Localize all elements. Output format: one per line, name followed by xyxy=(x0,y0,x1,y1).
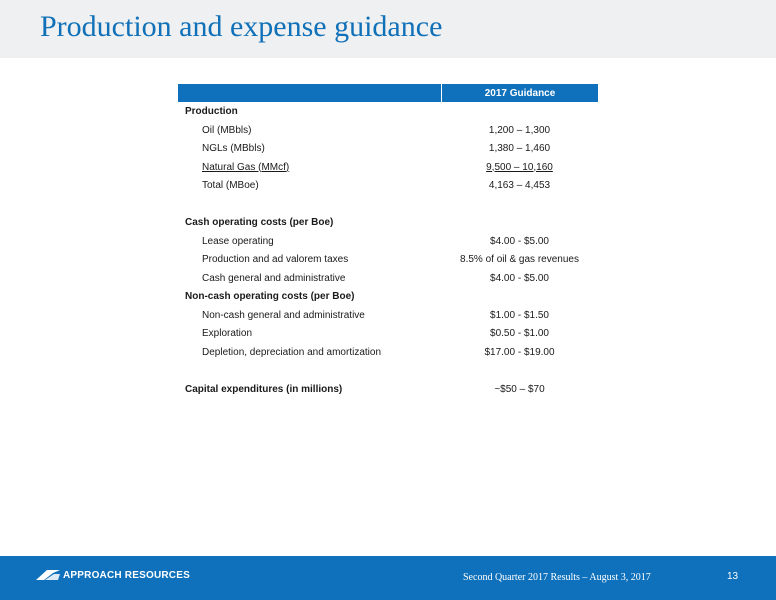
row-value: $4.00 - $5.00 xyxy=(490,235,549,247)
footer-bar xyxy=(0,556,776,600)
table-row xyxy=(178,232,598,251)
row-label: Non-cash general and administrative xyxy=(202,309,365,321)
row-label: Lease operating xyxy=(202,235,274,247)
table-row xyxy=(178,139,598,158)
row-label: Oil (MBbls) xyxy=(202,124,252,136)
table-row xyxy=(178,176,598,195)
approach-logo-icon xyxy=(36,569,60,581)
row-value: $1.00 - $1.50 xyxy=(490,309,549,321)
table-row xyxy=(178,250,598,269)
row-value: $0.50 - $1.00 xyxy=(490,328,549,339)
table-row xyxy=(178,158,598,177)
table-row xyxy=(178,269,598,288)
section-row xyxy=(178,287,598,306)
section-row xyxy=(178,213,598,232)
row-label: Cash operating costs (per Boe) xyxy=(185,217,334,228)
spacer-row xyxy=(178,195,598,214)
table-header xyxy=(178,84,598,102)
row-label: Total (MBoe) xyxy=(202,180,259,191)
row-label: Exploration xyxy=(202,328,253,339)
row-label: Natural Gas (MMcf) xyxy=(202,161,290,173)
row-label: Production xyxy=(185,106,238,117)
table-row xyxy=(178,343,598,362)
table-row xyxy=(178,324,598,343)
row-label: Depletion, depreciation and amortization xyxy=(202,346,381,358)
row-value: $17.00 - $19.00 xyxy=(484,346,555,358)
row-label: Non-cash operating costs (per Boe) xyxy=(185,291,355,302)
row-value: 1,380 – 1,460 xyxy=(488,143,551,154)
guidance-column-header: 2017 Guidance xyxy=(441,84,598,102)
footer-caption: Second Quarter 2017 Results – August 3, 2017 xyxy=(463,572,651,583)
row-value: 9,500 – 10,160 xyxy=(486,161,553,173)
spacer-row xyxy=(178,361,598,380)
page-number: 13 xyxy=(727,571,739,582)
section-row xyxy=(178,102,598,121)
row-value: 1,200 – 1,300 xyxy=(488,124,551,136)
page-title: Production and expense guidance xyxy=(40,10,443,43)
row-value: $4.00 - $5.00 xyxy=(490,272,549,284)
title-band xyxy=(0,0,776,58)
table-row xyxy=(178,121,598,140)
guidance-table xyxy=(178,84,598,398)
row-value: ~$50 – $70 xyxy=(494,383,545,395)
row-value: 4,163 – 4,453 xyxy=(488,180,551,191)
brand-name: APPROACH RESOURCES xyxy=(63,570,190,581)
section-row xyxy=(178,380,598,399)
row-value: 8.5% of oil & gas revenues xyxy=(460,254,579,265)
table-row xyxy=(178,306,598,325)
row-label: NGLs (MBbls) xyxy=(202,143,265,154)
row-label: Production and ad valorem taxes xyxy=(202,254,349,265)
row-label: Capital expenditures (in millions) xyxy=(185,383,343,395)
row-label: Cash general and administrative xyxy=(202,272,346,284)
table-body xyxy=(178,102,598,398)
